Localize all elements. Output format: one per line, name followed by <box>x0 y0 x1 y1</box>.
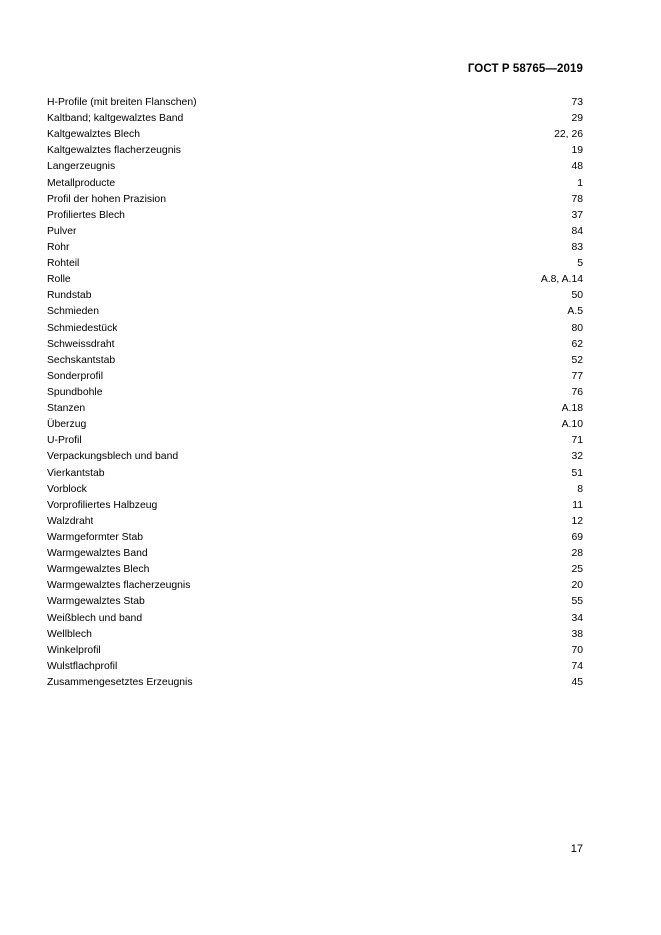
index-row <box>47 675 583 691</box>
index-reference: 71 <box>571 435 583 447</box>
index-term: Zusammengesetztes Erzeugnis <box>47 676 193 688</box>
index-row <box>47 240 583 256</box>
index-reference: 38 <box>571 628 583 640</box>
index-reference: 77 <box>571 370 583 382</box>
index-term: Schmieden <box>47 306 99 318</box>
index-reference: 45 <box>571 676 583 688</box>
index-row <box>47 224 583 240</box>
index-row <box>47 369 583 385</box>
term-index-list <box>47 95 583 691</box>
index-term: Vorprofiliertes Halbzeug <box>47 499 158 511</box>
index-row <box>47 111 583 127</box>
index-term: Langerzeugnis <box>47 161 116 173</box>
index-row <box>47 176 583 192</box>
index-reference: 29 <box>571 113 583 125</box>
index-row <box>47 192 583 208</box>
index-row <box>47 256 583 272</box>
index-reference: 69 <box>571 531 583 543</box>
index-row <box>47 449 583 465</box>
index-term: Warmgeformter Stab <box>47 531 144 543</box>
index-term: Wellblech <box>47 628 92 640</box>
index-reference: 22, 26 <box>554 129 583 141</box>
index-row <box>47 385 583 401</box>
index-reference: 74 <box>571 660 583 672</box>
index-reference: 8 <box>577 483 583 495</box>
index-term: Metallproducte <box>47 177 116 189</box>
index-reference: 55 <box>571 596 583 608</box>
index-reference: 11 <box>572 499 583 511</box>
index-term: Rohr <box>47 241 70 253</box>
index-term: Profil der hohen Prazision <box>47 193 166 205</box>
index-term: Überzug <box>47 419 87 431</box>
index-row <box>47 498 583 514</box>
index-reference: 51 <box>571 467 583 479</box>
index-reference: A.8, A.14 <box>540 274 583 286</box>
index-term: Warmgewalztes Stab <box>47 596 145 608</box>
index-row <box>47 127 583 143</box>
index-term: Winkelprofil <box>47 644 101 656</box>
index-reference: 1 <box>577 177 583 189</box>
index-reference: A.18 <box>561 403 583 415</box>
index-row <box>47 337 583 353</box>
index-reference: 52 <box>571 354 583 366</box>
index-term: Warmgewalztes Blech <box>47 564 150 576</box>
index-reference: 73 <box>571 97 583 108</box>
index-row <box>47 95 583 111</box>
index-row <box>47 659 583 675</box>
index-reference: 25 <box>571 564 583 576</box>
index-term: Rolle <box>47 274 71 286</box>
index-reference: 12 <box>571 515 583 527</box>
index-row <box>47 304 583 320</box>
index-term: Vierkantstab <box>47 467 105 479</box>
index-row <box>47 208 583 224</box>
index-term: Pulver <box>47 225 77 237</box>
index-reference: 28 <box>571 548 583 560</box>
index-row <box>47 594 583 610</box>
index-term: Schweissdraht <box>47 338 115 350</box>
index-term: Stanzen <box>47 403 86 415</box>
index-reference: 83 <box>571 241 583 253</box>
index-row <box>47 353 583 369</box>
index-term: Spundbohle <box>47 386 103 398</box>
index-reference: 76 <box>571 386 583 398</box>
index-row <box>47 611 583 627</box>
index-term: Schmiedestück <box>47 322 118 334</box>
index-reference: 19 <box>571 145 583 157</box>
index-row <box>47 627 583 643</box>
index-reference: 80 <box>571 322 583 334</box>
index-row <box>47 288 583 304</box>
document-standard-header: ГОСТ Р 58765—2019 <box>467 63 583 75</box>
index-reference: 48 <box>571 161 583 173</box>
index-term: Rundstab <box>47 290 92 302</box>
index-reference: 78 <box>571 193 583 205</box>
index-row <box>47 272 583 288</box>
index-reference: 37 <box>571 209 583 221</box>
index-reference: A.10 <box>561 419 583 431</box>
index-row <box>47 562 583 578</box>
index-reference: A.5 <box>567 306 583 318</box>
index-term: Walzdraht <box>47 515 94 527</box>
index-reference: 84 <box>571 225 583 237</box>
index-term: Sechskantstab <box>47 354 116 366</box>
index-reference: 50 <box>571 290 583 302</box>
index-row <box>47 143 583 159</box>
index-term: Kaltgewalztes flacherzeugnis <box>47 145 181 157</box>
index-term: Kaltgewalztes Blech <box>47 129 140 141</box>
index-reference: 70 <box>571 644 583 656</box>
index-row <box>47 321 583 337</box>
index-term: Profiliertes Blech <box>47 209 125 221</box>
index-reference: 5 <box>577 258 583 270</box>
index-row <box>47 401 583 417</box>
index-row <box>47 159 583 175</box>
index-term: Weißblech und band <box>47 612 143 624</box>
index-row <box>47 530 583 546</box>
index-row <box>47 514 583 530</box>
index-reference: 32 <box>571 451 583 463</box>
index-row <box>47 643 583 659</box>
index-term: Warmgewalztes flacherzeugnis <box>47 580 191 592</box>
index-term: Wulstflachprofil <box>47 660 118 672</box>
index-term: Kaltband; kaltgewalztes Band <box>47 113 184 125</box>
index-term: H-Profile (mit breiten Flanschen) <box>47 97 197 108</box>
index-row <box>47 578 583 594</box>
index-term: Rohteil <box>47 258 80 270</box>
index-row <box>47 482 583 498</box>
index-term: Vorblock <box>47 483 87 495</box>
index-term: U-Profil <box>47 435 82 447</box>
index-row <box>47 546 583 562</box>
index-reference: 20 <box>571 580 583 592</box>
index-term: Verpackungsblech und band <box>47 451 179 463</box>
index-term: Sonderprofil <box>47 370 104 382</box>
index-term: Warmgewalztes Band <box>47 548 148 560</box>
index-row <box>47 466 583 482</box>
index-row <box>47 433 583 449</box>
page-number: 17 <box>570 843 583 855</box>
index-row <box>47 417 583 433</box>
index-reference: 34 <box>571 612 583 624</box>
index-reference: 62 <box>571 338 583 350</box>
